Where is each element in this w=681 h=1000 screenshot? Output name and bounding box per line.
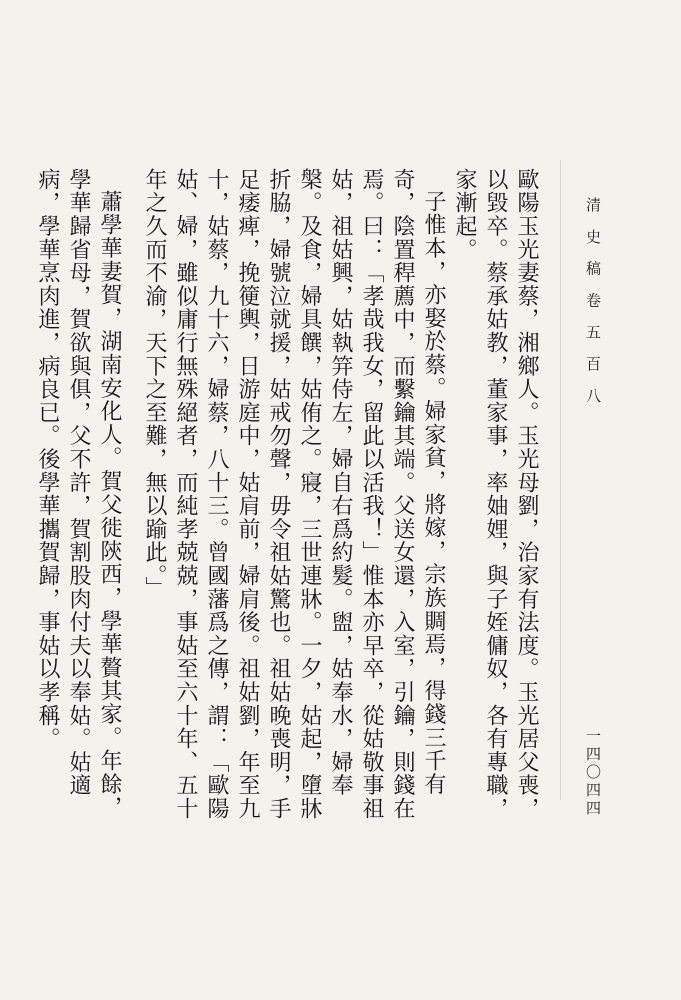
vertical-text-body (35, 168, 542, 828)
running-header: 清 史 稿 卷 五 百 八 (584, 197, 602, 409)
paragraph-ouyang-wife: 歐陽玉光妻蔡，湘鄉人。玉光母劉，治家有法度。玉光居父喪，以毀卒。蔡承姑教，董家事，率妯娌，與子姪傭奴，各有專職，家漸起。 (452, 168, 539, 821)
paragraph-xiao-wife: 蕭學華妻賀，湖南安化人。賀父徙陝西，學華贅其家。年餘，學華歸省母，賀欲與俱，父不許，賀割股肉付夫以奉姑。姑適病，學華烹肉進，病良已。後學華攜賀歸，事姑以孝稱。 (35, 168, 122, 820)
page-number: 一四〇四四 (584, 728, 602, 818)
column-divider (560, 160, 561, 800)
paragraph-weiben-wife: 子惟本，亦娶於蔡。婦家貧，將嫁，宗族賙焉，得錢三千有奇，陰置稈薦中，而繫鑰其端。父送女還，入室，引鑰，則錢在焉。曰：「孝哉我女，留此以活我！」惟本亦早卒，從姑敬事祖姑，祖姑興，姑執笄侍左，婦自右爲約髮。盥，姑奉水，婦奉槃。及食，婦具饌，姑侑之。寢，三世連牀。一夕，姑起，墮牀折脇，婦號泣就援，姑戒勿聲，毋令祖姑驚也。祖姑晚喪明，手足痿痺，挽箯輿，日游庭中，姑肩前，婦肩後。祖姑劉，年至九十，姑蔡，九十六，婦蔡，八十三。曾國藩爲之傳，謂：「歐陽姑、婦，雖似庸行無殊絕者，而純孝兢兢，事姑至六十年、五十年之久而不渝，天下之至難，無以踰此。」 (142, 168, 446, 821)
